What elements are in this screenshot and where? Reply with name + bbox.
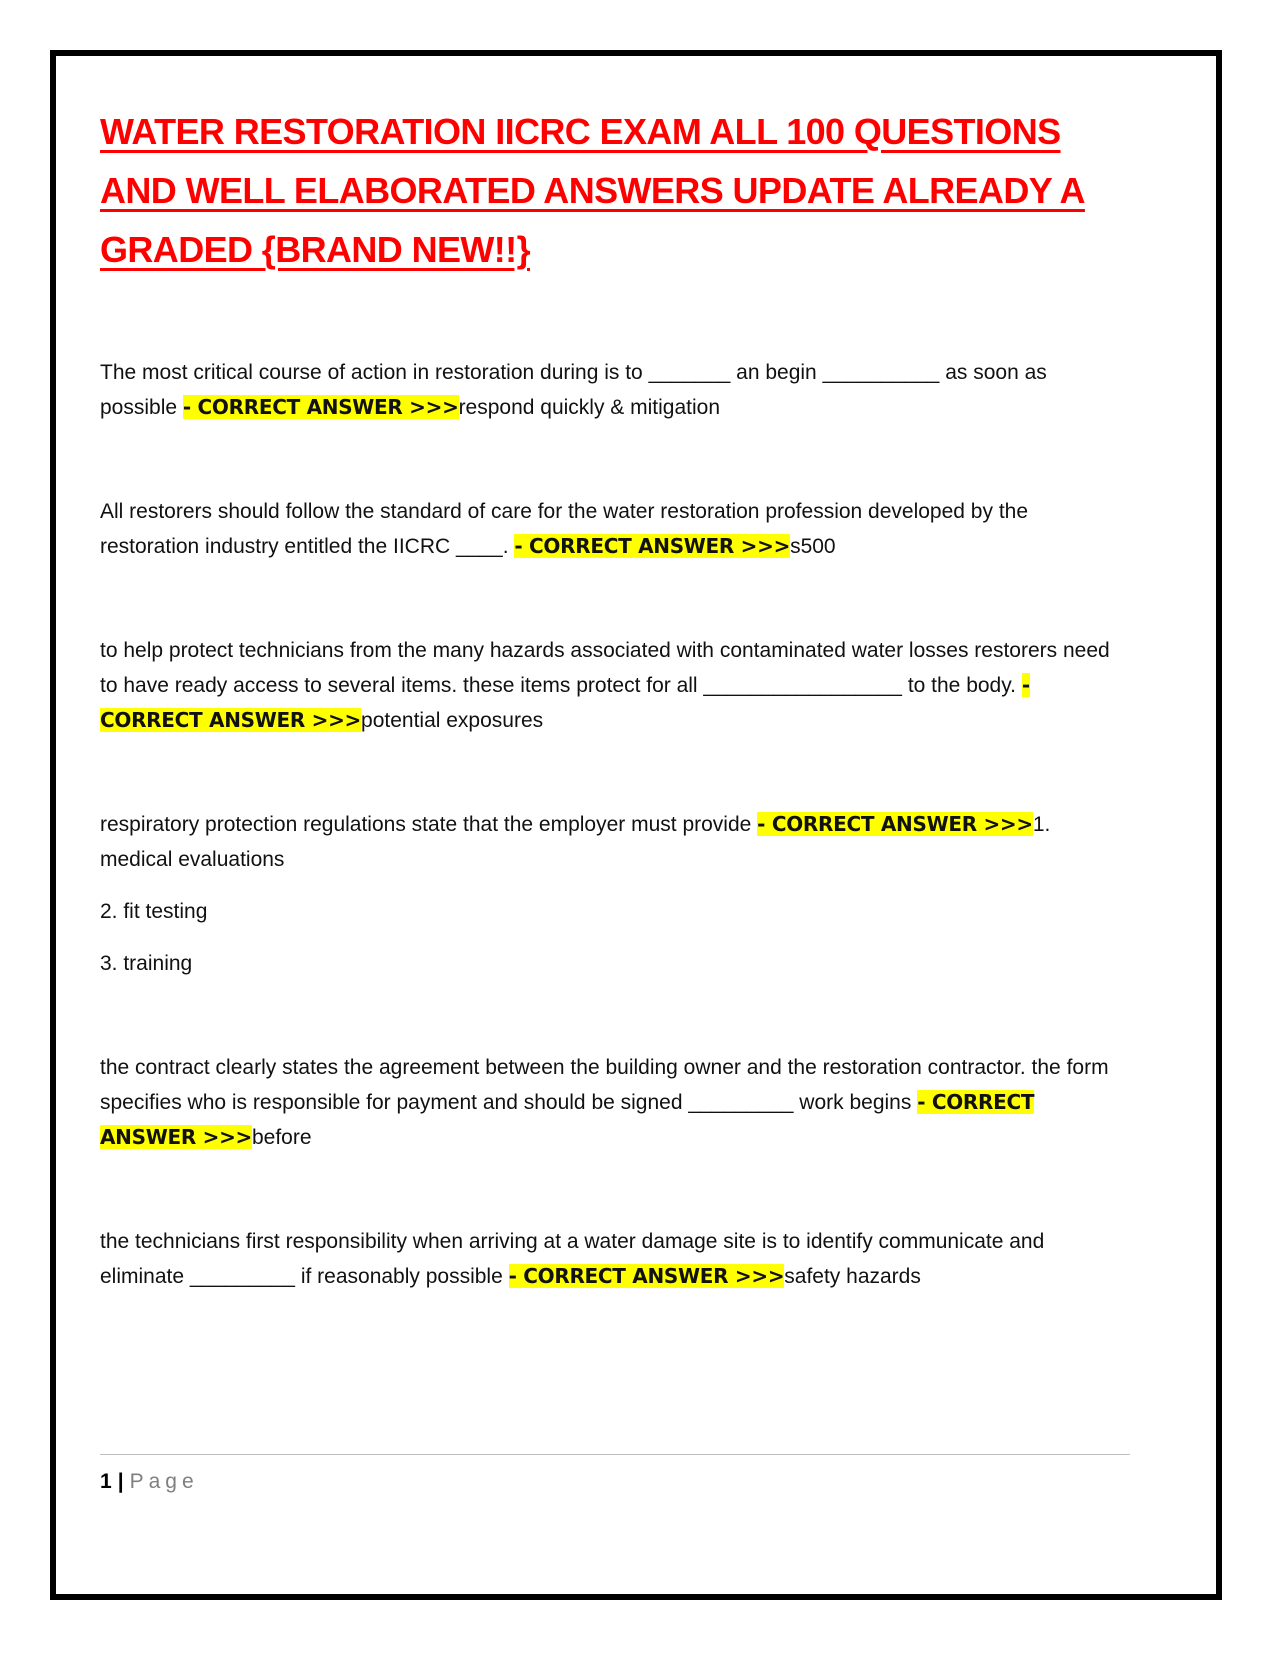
footer-divider (100, 1454, 1130, 1455)
qa-item (100, 1050, 1120, 1155)
answer-text: s500 (790, 535, 836, 558)
qa-item (100, 807, 1120, 877)
document-title: WATER RESTORATION IICRC EXAM ALL 100 QUESTIONS AND WELL ELABORATED ANSWERS UPDATE ALREADY A GRADED {BRAND NEW!!} (100, 111, 1085, 270)
question-text: The most critical course of action in restoration during is to _______ an begin __________ as soon as possible (100, 361, 1047, 419)
page-label: Page (129, 1470, 199, 1493)
qa-item (100, 1224, 1120, 1294)
answer-list-item: 2. fit testing (100, 900, 208, 923)
answer-text: 1. medical evaluations (100, 813, 1051, 871)
answer-text: respond quickly & mitigation (458, 396, 721, 419)
footer-separator: | (117, 1470, 124, 1493)
correct-answer-tag: - CORRECT ANSWER >>> (100, 673, 1030, 732)
correct-answer-tag: - CORRECT ANSWER >>> (508, 1264, 785, 1288)
page-footer (100, 1468, 199, 1496)
question-text: All restorers should follow the standard of care for the water restoration profession developed by the restoration industry entitled the IICRC ____. (100, 500, 1029, 558)
answer-list-item: 3. training (100, 952, 193, 975)
question-text: the technicians first responsibility when arriving at a water damage site is to identify communicate and eliminate _________ if reasonably possible (100, 1230, 1045, 1288)
correct-answer-tag: - CORRECT ANSWER >>> (757, 812, 1033, 836)
qa-item (100, 633, 1120, 738)
answer-text: safety hazards (784, 1265, 921, 1288)
qa-item (100, 494, 1120, 564)
answer-text: potential exposures (361, 709, 544, 732)
qa-item (100, 355, 1120, 425)
correct-answer-tag: - CORRECT ANSWER >>> (100, 1090, 1035, 1149)
question-text: the contract clearly states the agreement between the building owner and the restoration contractor. the form specifies who is responsible for payment and should be signed _________ work begins (100, 1056, 1109, 1114)
question-text: to help protect technicians from the many hazards associated with contaminated water losses restorers need to have ready access to several items. these items protect for all _________________ to the body. (100, 639, 1110, 697)
answer-text: before (251, 1126, 312, 1149)
page-number: 1 (100, 1470, 112, 1493)
question-text: respiratory protection regulations state that the employer must provide (100, 813, 758, 836)
document-body (100, 102, 1120, 1294)
correct-answer-tag: - CORRECT ANSWER >>> (514, 534, 791, 558)
correct-answer-tag: - CORRECT ANSWER >>> (182, 395, 459, 419)
